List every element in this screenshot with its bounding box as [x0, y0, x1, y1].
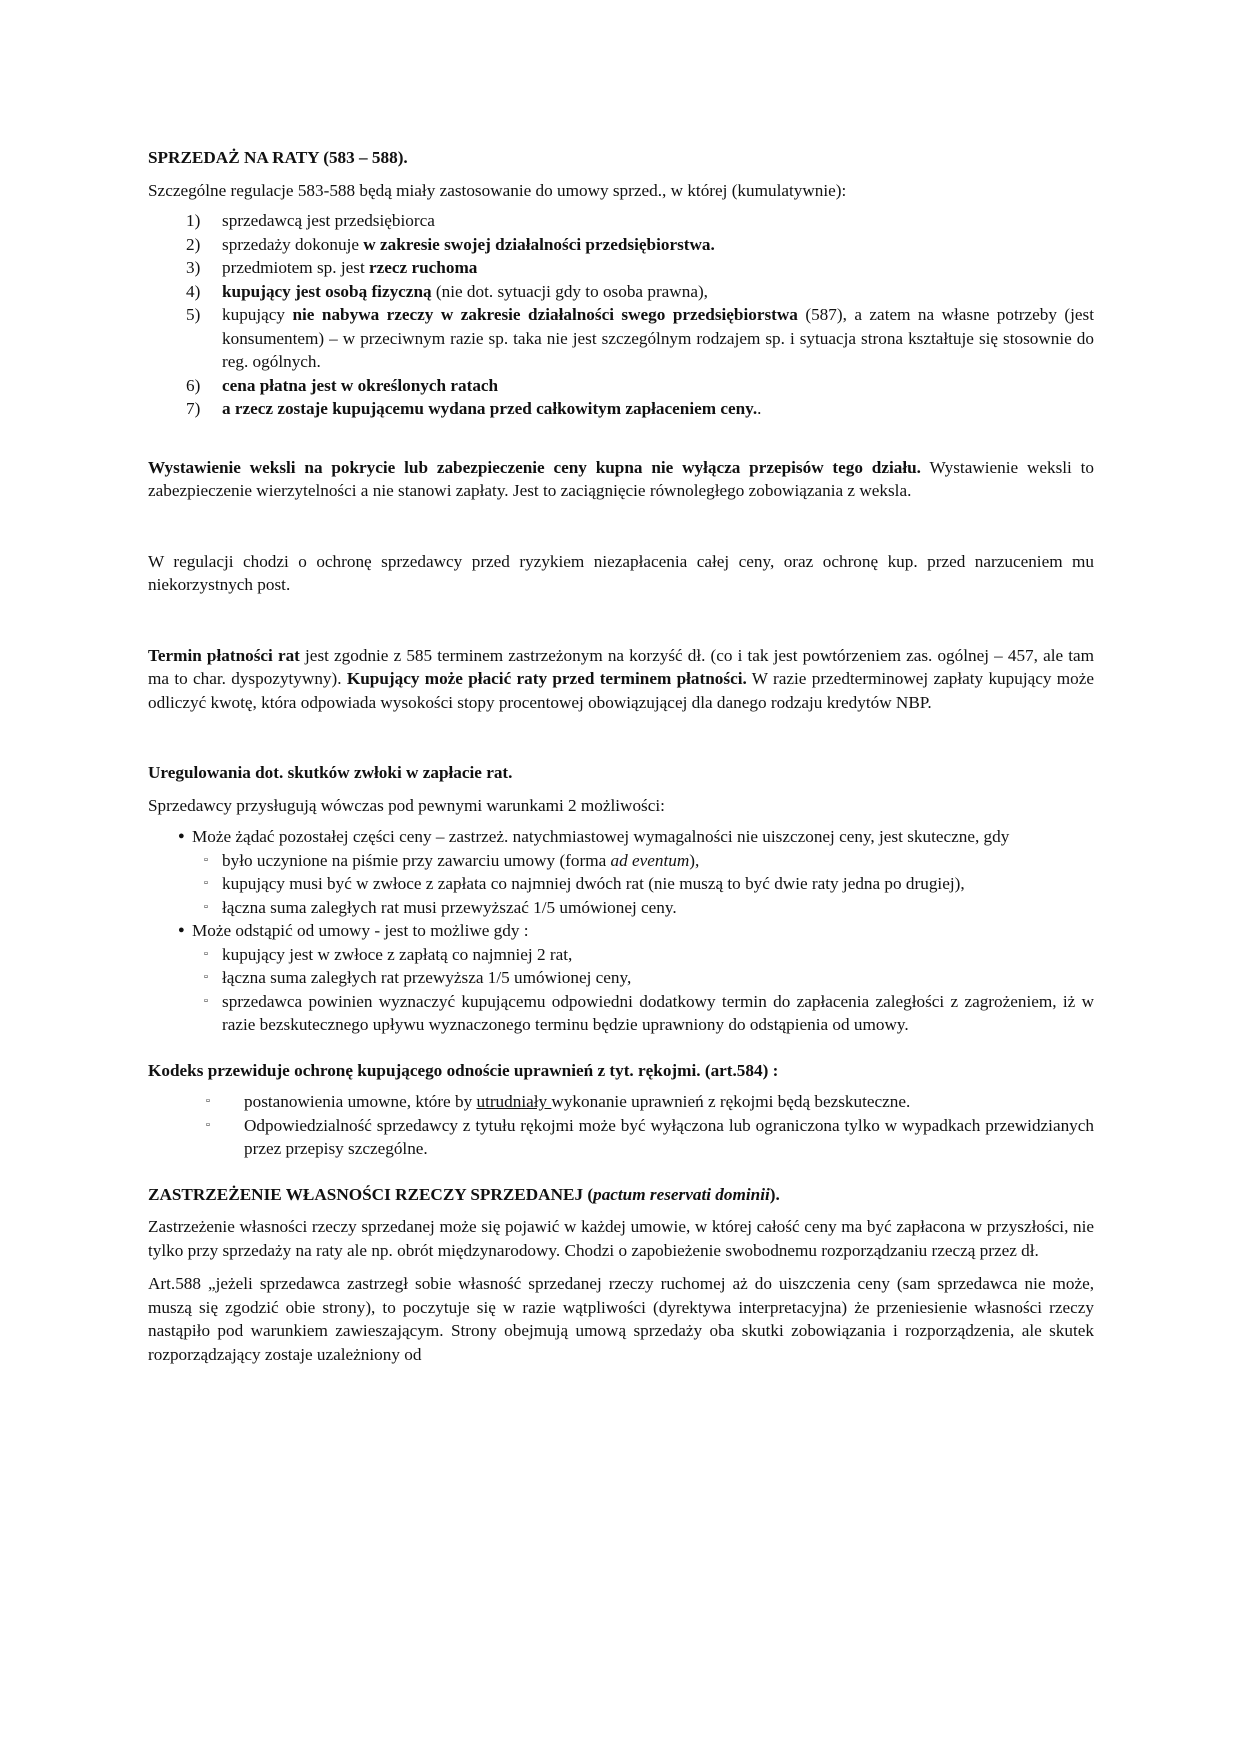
section-title-installments: SPRZEDAŻ NA RATY (583 – 588).: [148, 148, 408, 167]
condition-number: 3): [186, 258, 201, 277]
sub-text-end: ),: [689, 850, 700, 870]
delay-intro: Sprzedawcy przysługują wówczas pod pewnymi warunkami 2 możliwości:: [148, 795, 665, 815]
condition-text-part: (587), a zatem na własne potrzeby (jest konsumentem) – w przeciwnym razie sp. taka nie jest szczególnym rodzajem sp. i sytuacja strona kształtuje się stosownie do reg. ogólnych.: [222, 305, 1094, 371]
reservation-heading-end: ).: [769, 1184, 780, 1204]
list-item: [148, 825, 1094, 919]
square-bullet-icon: ▫: [204, 994, 208, 1007]
square-bullet-icon: ▫: [204, 971, 208, 983]
reservation-heading-italic: pactum reservati dominii: [593, 1184, 770, 1204]
sub-text: łączna suma zaległych rat przewyższa 1/5 umówionej ceny,: [222, 968, 632, 987]
condition-item: [148, 256, 1094, 280]
condition-item: [148, 397, 1094, 421]
sub-text: kupujący musi być w zwłoce z zapłata co najmniej dwóch rat (nie muszą to być dwie raty jedna po drugiej),: [222, 874, 965, 893]
condition-text: [222, 256, 1094, 280]
condition-text: [222, 233, 1094, 257]
regulation-paragraph: W regulacji chodzi o ochronę sprzedawcy przed ryzykiem niezapłacenia całej ceny, oraz ochronę kup. przed narzuceniem mu niekorzystnych post.: [148, 551, 1094, 594]
condition-item: [148, 280, 1094, 304]
sub-text: łączna suma zaległych rat musi przewyższać 1/5 umówionej ceny.: [222, 897, 677, 917]
condition-item: [148, 233, 1094, 257]
square-bullet-icon: ▫: [204, 853, 208, 866]
warranty-text: Odpowiedzialność sprzedawcy z tytułu rękojmi może być wyłączona lub ograniczona tylko w wypadkach przewidzianych przez przepisy szczególne.: [244, 1115, 1094, 1158]
condition-text-part: nie nabywa rzeczy w zakresie działalności swego przedsiębiorstwa: [292, 305, 798, 324]
sub-text: było uczynione na piśmie przy zawarciu umowy (forma: [222, 850, 611, 870]
square-bullet-icon: ▫: [204, 877, 208, 889]
list-item: [148, 1090, 1094, 1114]
condition-text: [222, 209, 1094, 233]
list-item: [192, 896, 1094, 920]
list-item: [148, 919, 1094, 1037]
payment-term-text-1: jest zgodnie z 585 terminem zastrzeżonym na korzyść dł. (co i tak jest powtórzeniem zas. ogólnej – 457, ale tam ma to char. dyspozytywny).: [148, 645, 1095, 688]
condition-text-part: kupujący: [222, 305, 293, 324]
conditions-list: [148, 209, 1094, 421]
condition-item: [148, 303, 1094, 374]
bills-text: Wystawienie weksli to zabezpieczenie wierzytelności a nie stanowi zapłaty. Jest to zaciągnięcie równoległego zobowiązania z weksla.: [148, 457, 1094, 500]
payment-term-text-2: W razie przedterminowej zapłaty kupujący może odliczyć kwotę, która odpowiada wysokości stopy procentowej obowiązującej dla danego rodzaju kredytów NBP.: [148, 669, 1094, 712]
condition-number: 6): [186, 375, 201, 395]
square-bullet-icon: ▫: [204, 900, 208, 913]
list-item: [148, 1114, 1094, 1161]
condition-text: [222, 374, 1094, 398]
sub-text: sprzedawca powinien wyznaczyć kupującemu odpowiedni dodatkowy termin do zapłacenia zaległości z zagrożeniem, iż w razie bezskutecznego upływu wyznaczonego terminu będzie uprawniony do odstąpienia od umowy.: [222, 991, 1094, 1034]
warranty-underlined-text: utrudniały: [476, 1092, 552, 1111]
condition-text-part: rzecz ruchoma: [369, 258, 478, 277]
condition-text-part: w zakresie swojej działalności przedsiębiorstwa.: [363, 234, 715, 254]
square-bullet-icon: ▫: [204, 947, 208, 960]
warranty-text-end: wykonanie uprawnień z rękojmi będą bezskuteczne.: [551, 1092, 911, 1111]
bullet-icon: ●: [178, 830, 185, 842]
payment-term-paragraph: [148, 644, 1094, 715]
condition-text-part: cena płatna jest w określonych ratach: [222, 375, 499, 395]
condition-number: 4): [186, 281, 201, 301]
condition-number: 2): [186, 234, 201, 254]
option-demand-price: Może żądać pozostałej części ceny – zastrzeż. natychmiastowej wymagalności nie uiszczonej ceny, jest skuteczne, gdy: [192, 827, 1010, 846]
delay-options-list: [148, 825, 1094, 1037]
condition-text-part: (nie dot. sytuacji gdy to osoba prawna),: [431, 281, 708, 301]
warranty-text: postanowienia umowne, które by: [244, 1092, 477, 1111]
option-demand-conditions: [192, 849, 1094, 920]
condition-text: [222, 397, 1094, 421]
condition-text-part: sprzedaży dokonuje: [222, 234, 364, 254]
sub-text: kupujący jest w zwłoce z zapłatą co najmniej 2 rat,: [222, 944, 573, 964]
bullet-icon: ●: [178, 924, 185, 936]
reservation-heading: [148, 1183, 1094, 1207]
condition-number: 7): [186, 399, 201, 418]
sub-italic-text: ad eventum: [610, 850, 690, 870]
condition-text-part: a rzecz zostaje kupującemu wydana przed całkowitym zapłaceniem ceny.: [222, 399, 758, 418]
square-bullet-icon: ▫: [206, 1095, 210, 1107]
bills-bold-text: Wystawienie weksli na pokrycie lub zabezpieczenie ceny kupna nie wyłącza przepisów tego działu.: [148, 457, 921, 477]
payment-term-bold-1: Termin płatności rat: [148, 645, 300, 665]
bills-paragraph: [148, 456, 1094, 503]
option-withdraw-conditions: [192, 943, 1094, 1037]
condition-text: [222, 303, 1094, 374]
list-item: [192, 849, 1094, 873]
reservation-paragraph-2: Art.588 „jeżeli sprzedawca zastrzegł sobie własność sprzedanej rzeczy ruchomej aż do uiszczenia ceny (sam sprzedawca nie może, muszą się zgodzić obie strony), to poczytuje się w razie wątpliwości (dyrektywa interpretacyjna) że przeniesienie własności rzeczy nastąpiło pod warunkiem zawieszającym. Strony obejmują umową sprzedaży oba skutki zobowiązania i rozporządzenia, ale skutek rozporządzający zostaje uzależniony od: [148, 1274, 1094, 1364]
payment-term-bold-2: Kupujący może płacić raty przed terminem płatności.: [346, 669, 747, 688]
condition-text-part: .: [757, 399, 762, 418]
condition-item: [148, 374, 1094, 398]
document-page: [148, 146, 1094, 1366]
condition-text-part: przedmiotem sp. jest: [222, 258, 370, 277]
delay-heading: Uregulowania dot. skutków zwłoki w zapłacie rat.: [148, 763, 513, 782]
condition-text-part: sprzedawcą jest przedsiębiorca: [222, 211, 435, 230]
condition-item: [148, 209, 1094, 233]
condition-number: 1): [186, 211, 201, 230]
option-withdraw: Może odstąpić od umowy - jest to możliwe gdy :: [192, 921, 529, 940]
reservation-paragraph-1: Zastrzeżenie własności rzeczy sprzedanej może się pojawić w każdej umowie, w której całość ceny ma być zapłacona w przyszłości, nie tylko przy sprzedaży na raty ale np. obrót międzynarodowy. Chodzi o zapobieżenie swobodnemu rozporządzaniu rzeczą przez dł.: [148, 1217, 1094, 1260]
list-item: [192, 990, 1094, 1037]
list-item: [192, 943, 1094, 967]
list-item: [192, 872, 1094, 896]
warranty-heading: Kodeks przewiduje ochronę kupującego odnoście uprawnień z tyt. rękojmi. (art.584) :: [148, 1060, 779, 1080]
intro-paragraph: Szczególne regulacje 583-588 będą miały zastosowanie do umowy sprzed., w której (kumulatywnie):: [148, 180, 847, 200]
warranty-list: [148, 1090, 1094, 1161]
reservation-heading-text: ZASTRZEŻENIE WŁASNOŚCI RZECZY SPRZEDANEJ (: [148, 1184, 594, 1204]
list-item: [192, 966, 1094, 990]
condition-text: [222, 280, 1094, 304]
condition-text-part: kupujący jest osobą fizyczną: [222, 281, 432, 301]
condition-number: 5): [186, 305, 201, 324]
square-bullet-icon: ▫: [206, 1118, 210, 1131]
